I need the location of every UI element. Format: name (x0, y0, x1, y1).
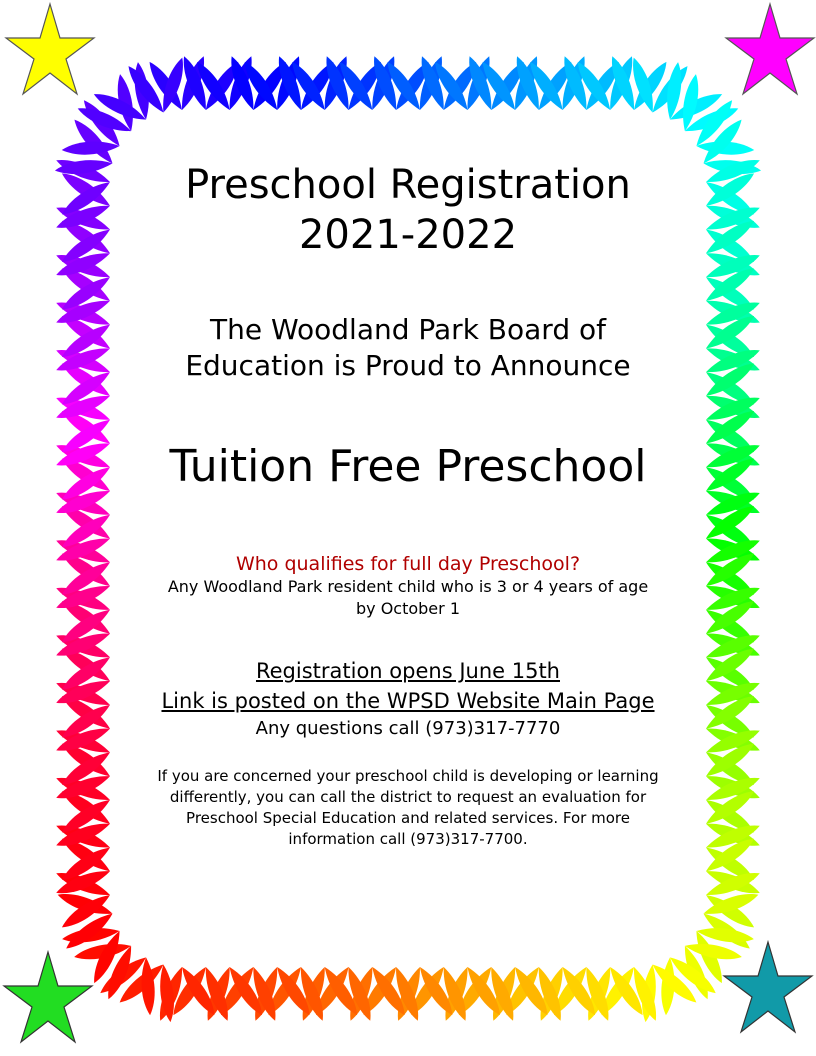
qualification-answer-line-1: Any Woodland Park resident child who is 3 or 4 years of age (167, 577, 649, 596)
border-leaf (61, 140, 120, 157)
announcement (130, 312, 686, 384)
website-link-note: Link is posted on the WPSD Website Main Page (161, 689, 655, 713)
registration-opens: Registration opens June 15th (255, 659, 560, 683)
qualification-answer-line-2: by October 1 (355, 599, 460, 618)
title-line-2: 2021-2022 (298, 212, 518, 258)
border-leaf (140, 957, 157, 1016)
headline: Tuition Free Preschool (169, 441, 647, 492)
special-education-note: If you are concerned your preschool child is developing or learning differently, you can call the district to request an evaluation for Preschool Special Education and related services. For more information call (973)317-7700. (157, 767, 659, 848)
flyer-content (130, 160, 686, 850)
star-icon-bottom-right (722, 940, 814, 1036)
announcement-line-1: The Woodland Park Board of (209, 313, 606, 346)
star-icon-bottom-left (2, 950, 94, 1046)
title-line-1: Preschool Registration (185, 162, 631, 208)
registration-block (130, 656, 686, 742)
star-icon-top-left (4, 2, 96, 98)
questions-contact: Any questions call (973)317-7770 (255, 718, 561, 739)
star-icon-top-right (724, 2, 816, 98)
qualification-question: Who qualifies for full day Preschool? (235, 553, 581, 575)
announcement-line-2: Education is Proud to Announce (185, 349, 631, 382)
